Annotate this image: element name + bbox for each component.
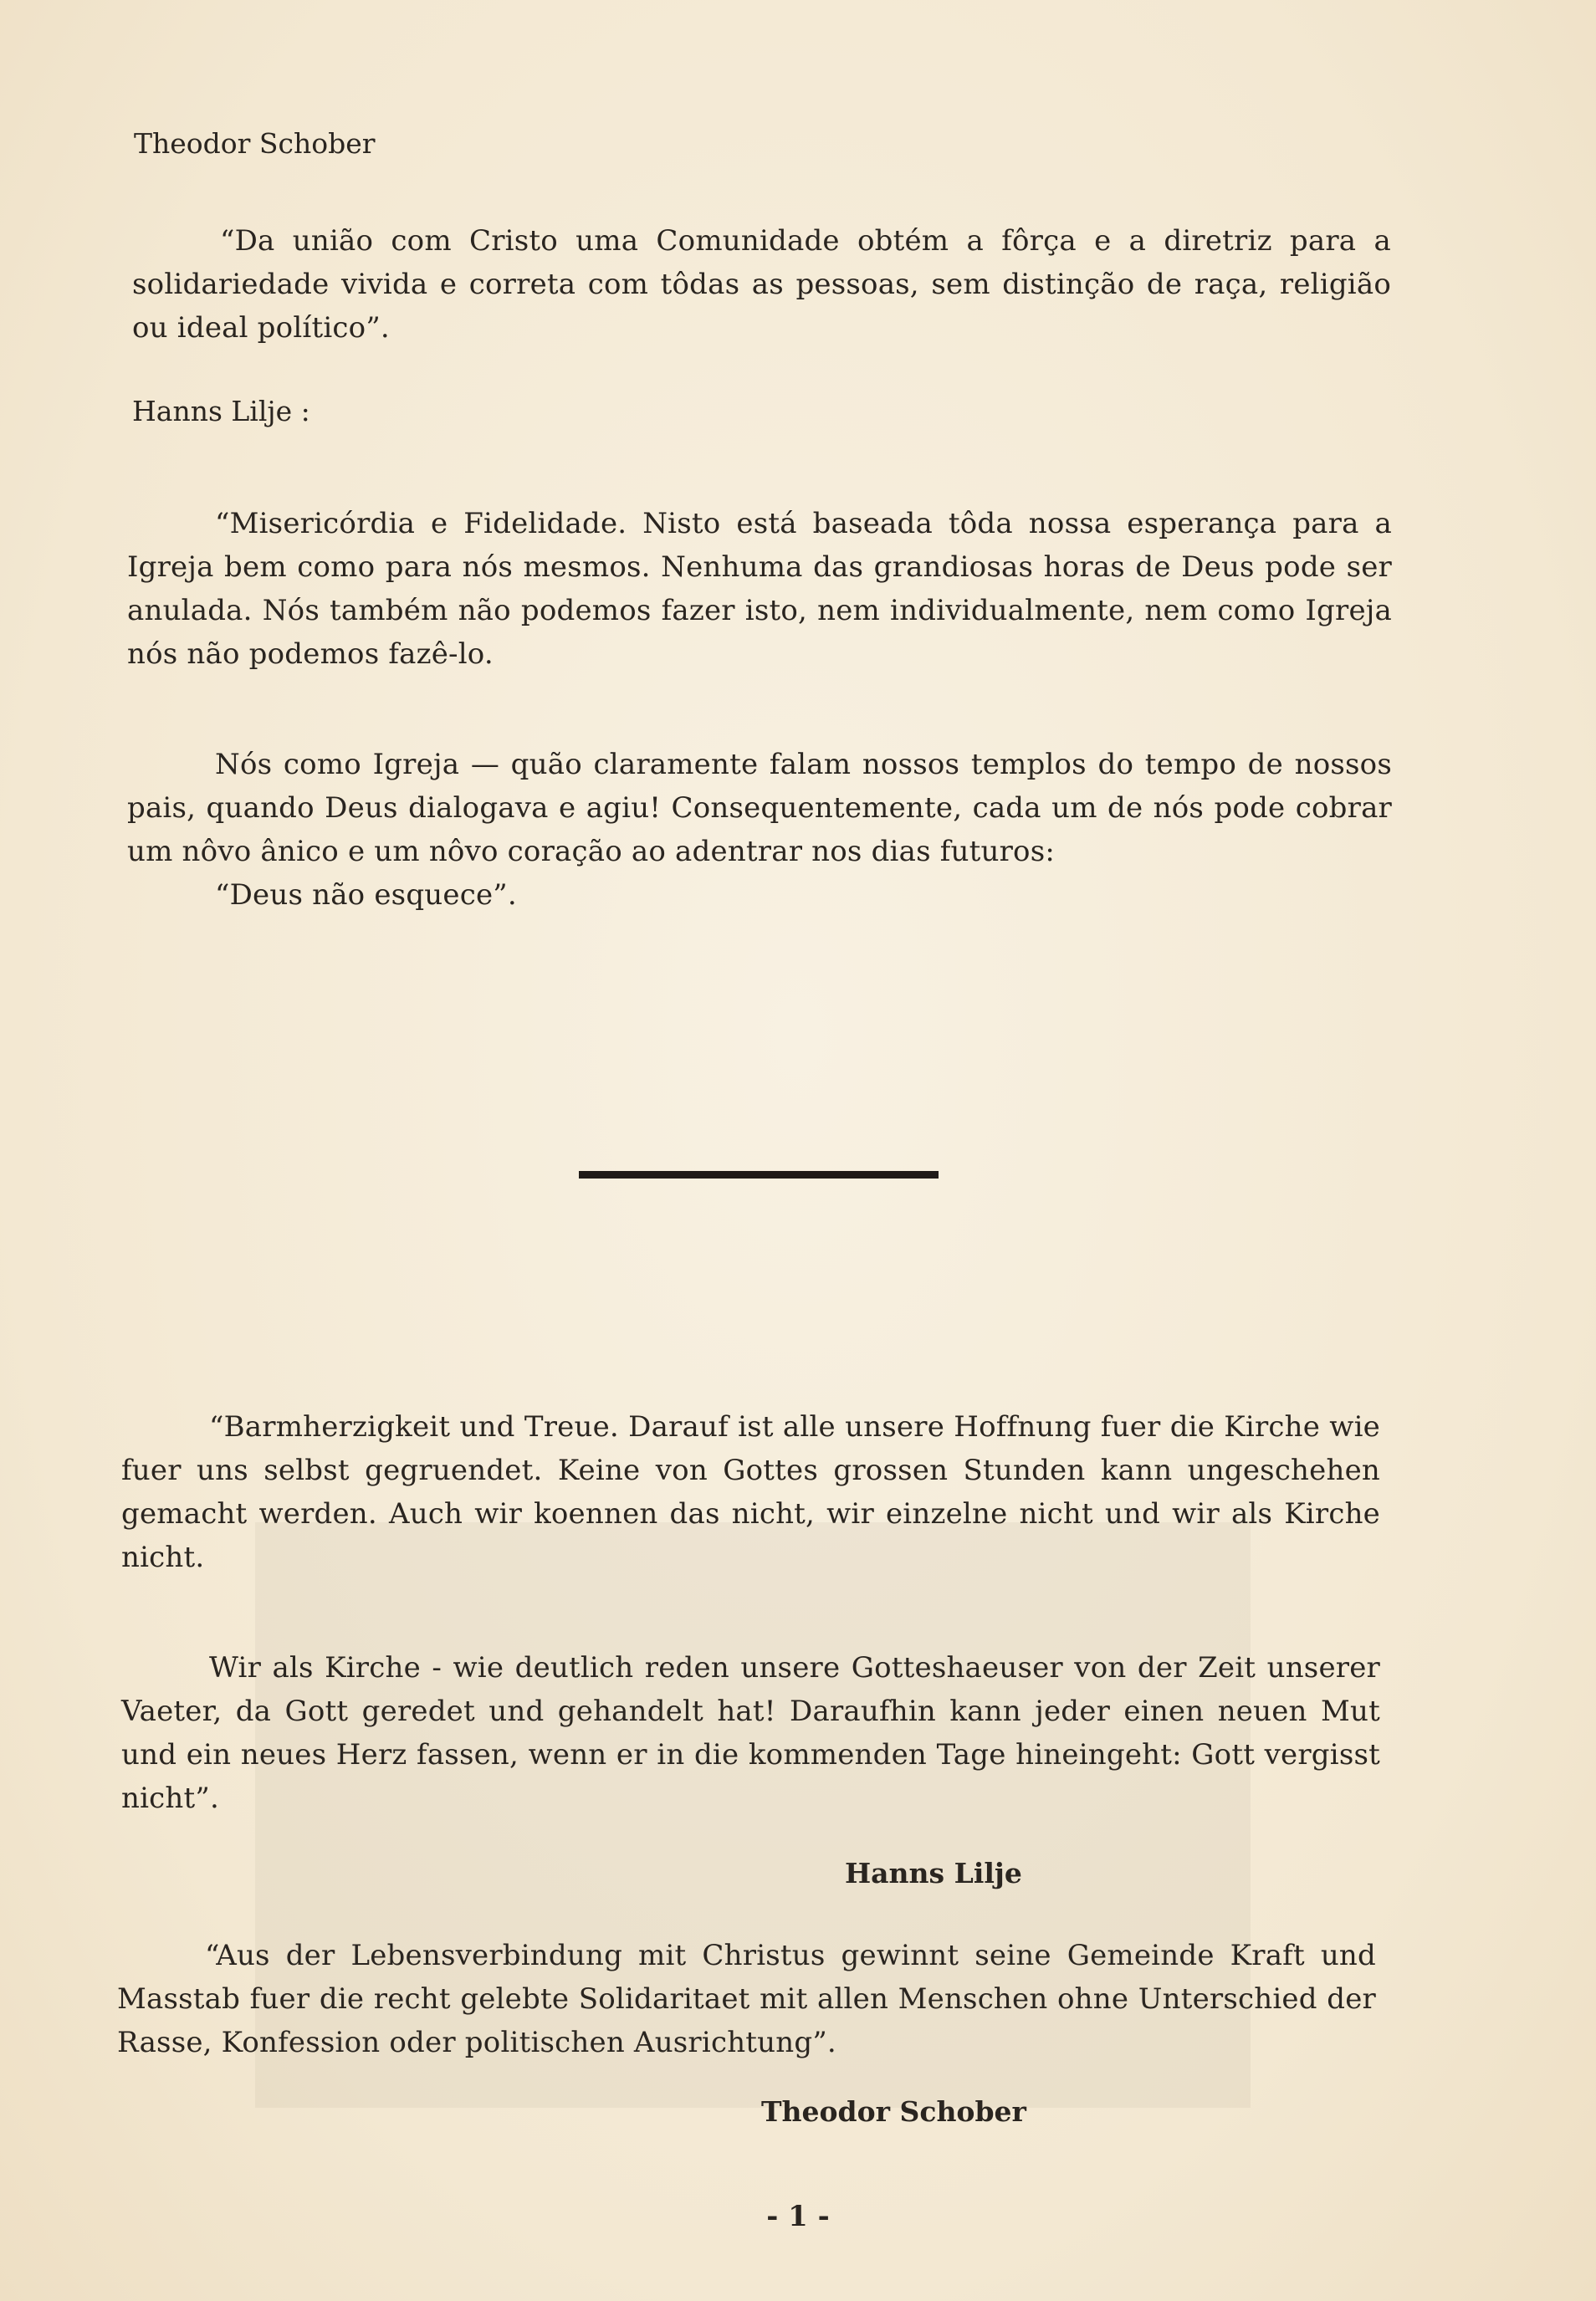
quote-paragraph-1: “Misericórdia e Fidelidade. Nisto está baseada tôda nossa esperança para a Igreja bem como para nós mesmos. Nenhuma das grandiosas horas de Deus pode ser anulada. Nós também não podemos fazer isto, nem individualmente, nem como Igreja nós não podemos fazê-lo. — [127, 507, 1392, 671]
author-theodor-schober-de: Theodor Schober — [761, 2095, 1026, 2128]
quote-paragraph-3: “Deus não esquece”. — [215, 878, 517, 912]
quote-paragraph-2: Wir als Kirche - wie deutlich reden unsere Gotteshaeuser von der Zeit unserer Vaeter, da Gott geredet und gehandelt hat! Daraufhin kann jeder einen neuen Mut und ein neues Herz fassen, wenn er in die kommenden Tage hineingeht: Gott vergisst nicht”. — [121, 1651, 1380, 1815]
quote-lilje-pt — [127, 502, 1392, 676]
quote-paragraph-2: Nós como Igreja — quão claramente falam nossos templos do tempo de nossos pais, quando Deus dialogava e agiu! Consequentemente, cada um de nós pode cobrar um nôvo ânico e um nôvo coração ao adentrar nos dias futuros: — [127, 748, 1392, 868]
author-hanns-lilje-pt: Hanns Lilje : — [132, 395, 310, 427]
author-theodor-schober-pt: Theodor Schober — [134, 127, 376, 160]
quote-text: “Da união com Cristo uma Comunidade obtém a fôrça e a diretriz para a solidariedade vivida e correta com tôdas as pessoas, sem distinção de raça, religião ou ideal político”. — [132, 224, 1391, 345]
quote-lilje-de — [121, 1405, 1380, 1579]
section-divider — [579, 1171, 939, 1179]
quote-lilje-de-continued — [121, 1646, 1380, 1820]
author-hanns-lilje-de: Hanns Lilje — [845, 1857, 1022, 1889]
quote-schober-de — [117, 1934, 1376, 2064]
quote-paragraph-1: “Barmherzigkeit und Treue. Darauf ist alle unsere Hoffnung fuer die Kirche wie fuer uns selbst gegruendet. Keine von Gottes grossen Stunden kann ungeschehen gemacht werden. Auch wir koennen das nicht, wir einzelne nicht und wir als Kirche nicht. — [121, 1410, 1380, 1574]
quote-schober-pt — [132, 219, 1391, 350]
page-number: - 1 - — [766, 2200, 830, 2233]
quote-lilje-pt-continued — [127, 743, 1392, 917]
quote-text: “Aus der Lebensverbindung mit Christus gewinnt seine Gemeinde Kraft und Masstab fuer die recht gelebte Solidaritaet mit allen Menschen ohne Unterschied der Rasse, Konfession oder politischen Ausrichtung”. — [117, 1939, 1376, 2059]
